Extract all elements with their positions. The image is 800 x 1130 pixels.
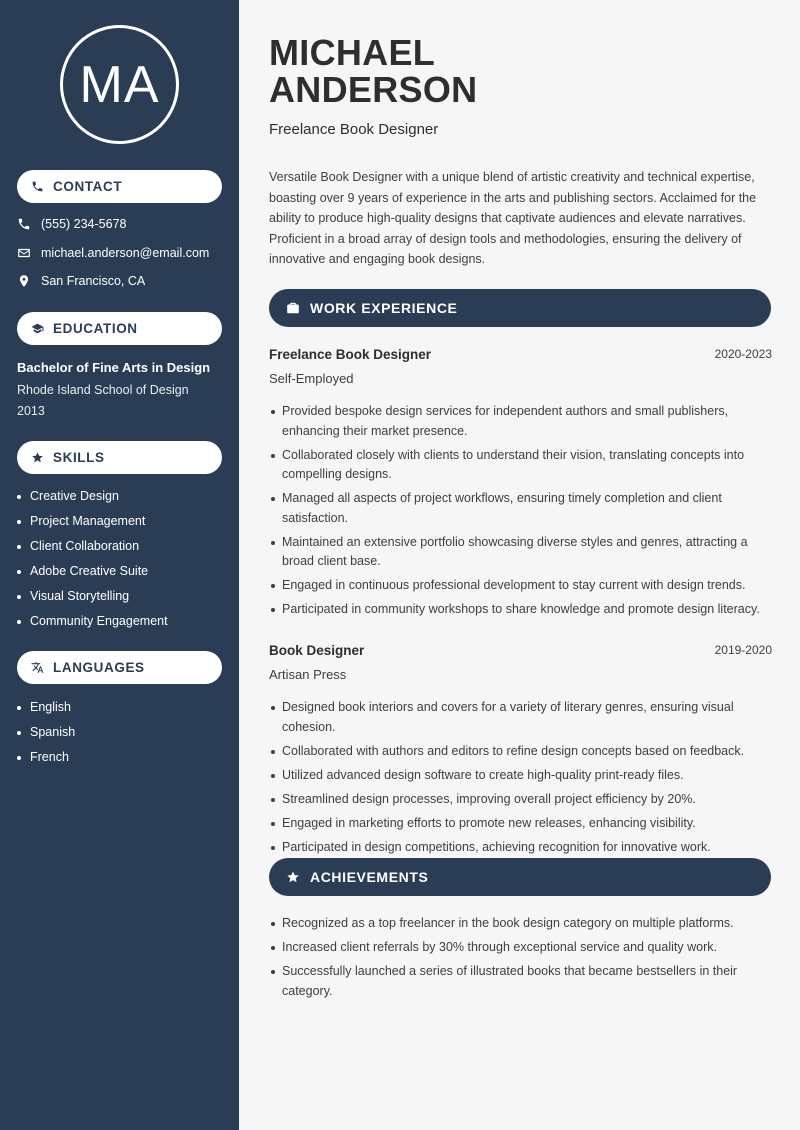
job-bullet: Provided bespoke design services for independent authors and small publishers, enhancing their market presence.	[269, 402, 773, 441]
achievements-heading	[269, 858, 771, 896]
job-bullets	[269, 402, 773, 624]
languages-list	[17, 700, 75, 775]
skills-list	[17, 489, 168, 639]
education-degree: Bachelor of Fine Arts in Design	[17, 360, 211, 375]
job-bullet: Collaborated closely with clients to understand their vision, translating concepts into compelling designs.	[269, 446, 773, 485]
job-bullet: Designed book interiors and covers for a variety of literary genres, ensuring visual cohesion.	[269, 698, 773, 737]
phone-icon	[17, 217, 31, 231]
languages-heading	[17, 651, 222, 684]
job-dates: 2020-2023	[714, 347, 772, 361]
job-bullet: Collaborated with authors and editors to refine design concepts based on feedback.	[269, 742, 773, 762]
profile-summary: Versatile Book Designer with a unique blend of artistic creativity and technical expertise, boasting over 9 years of experience in the arts and publishing sectors. Acclaimed for the ability to produce high-quality designs that captivate audiences and elevate narratives. Proficient in a broad array of design tools and methodologies, ensuring the delivery of innovative and engaging book designs.	[269, 170, 757, 267]
job-bullets	[269, 698, 773, 862]
job-bullet: Utilized advanced design software to create high-quality print-ready files.	[269, 766, 773, 786]
contact-heading-label: CONTACT	[53, 179, 123, 194]
phone-icon	[31, 180, 44, 193]
contact-phone	[17, 217, 126, 231]
main-content	[239, 0, 800, 1130]
star-icon	[31, 451, 44, 464]
map-pin-icon	[17, 274, 31, 288]
candidate-name	[269, 34, 569, 108]
achievement-item: Increased client referrals by 30% through exceptional service and quality work.	[269, 938, 773, 958]
work-experience-heading	[269, 289, 771, 327]
contact-location-text: San Francisco, CA	[41, 274, 146, 288]
skill-item: Adobe Creative Suite	[17, 564, 168, 589]
contact-heading	[17, 170, 222, 203]
achievement-item: Successfully launched a series of illustrated books that became bestsellers in their category.	[269, 962, 773, 1001]
job-bullet: Streamlined design processes, improving overall project efficiency by 20%.	[269, 790, 773, 810]
education-heading	[17, 312, 222, 345]
contact-location	[17, 274, 145, 288]
skills-heading-label: SKILLS	[53, 450, 105, 465]
job-company: Self-Employed	[269, 371, 354, 386]
translate-icon	[31, 661, 44, 674]
language-item: Spanish	[17, 725, 75, 750]
skill-item: Community Engagement	[17, 614, 168, 639]
job-bullet: Engaged in continuous professional development to stay current with design trends.	[269, 576, 773, 596]
job-bullet: Engaged in marketing efforts to promote new releases, enhancing visibility.	[269, 814, 773, 834]
star-icon	[286, 870, 300, 884]
achievement-item: Recognized as a top freelancer in the book design category on multiple platforms.	[269, 914, 773, 934]
job-bullet: Participated in community workshops to share knowledge and promote design literacy.	[269, 600, 773, 620]
contact-phone-text: (555) 234-5678	[41, 217, 127, 231]
work-experience-heading-label: WORK EXPERIENCE	[310, 300, 458, 316]
job-title: Freelance Book Designer	[269, 347, 432, 362]
skill-item: Visual Storytelling	[17, 589, 168, 614]
skill-item: Client Collaboration	[17, 539, 168, 564]
languages-heading-label: LANGUAGES	[53, 660, 145, 675]
skill-item: Project Management	[17, 514, 168, 539]
job-bullet: Maintained an extensive portfolio showcasing diverse styles and genres, attracting a broad client base.	[269, 533, 773, 572]
briefcase-icon	[286, 301, 300, 315]
skills-heading	[17, 441, 222, 474]
education-school: Rhode Island School of Design	[17, 383, 189, 397]
achievements-list	[269, 914, 773, 1006]
candidate-name-first: MICHAEL	[269, 32, 436, 73]
education-year: 2013	[17, 404, 45, 418]
job-bullet: Managed all aspects of project workflows, ensuring timely completion and client satisfaction.	[269, 489, 773, 528]
achievements-heading-label: ACHIEVEMENTS	[310, 869, 429, 885]
graduation-cap-icon	[31, 322, 44, 335]
skill-item: Creative Design	[17, 489, 168, 514]
envelope-icon	[17, 246, 31, 260]
job-bullet: Participated in design competitions, achieving recognition for innovative work.	[269, 838, 773, 858]
candidate-name-last: ANDERSON	[269, 69, 478, 110]
language-item: English	[17, 700, 75, 725]
contact-email[interactable]	[17, 246, 209, 260]
job-company: Artisan Press	[269, 667, 347, 682]
sidebar	[0, 0, 239, 1130]
candidate-title: Freelance Book Designer	[269, 121, 439, 138]
job-title: Book Designer	[269, 643, 365, 658]
job-dates: 2019-2020	[714, 643, 772, 657]
language-item: French	[17, 750, 75, 775]
education-heading-label: EDUCATION	[53, 321, 138, 336]
contact-email-text[interactable]: michael.anderson@email.com	[41, 246, 210, 260]
monogram-avatar: MA	[60, 25, 179, 144]
